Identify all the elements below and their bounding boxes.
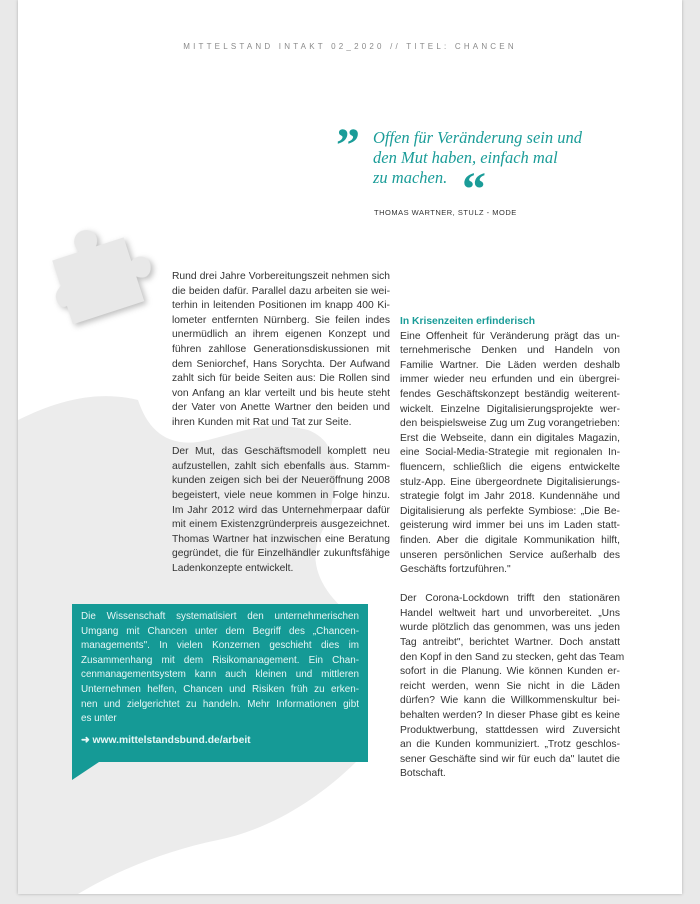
section-subhead: In Krisenzeiten erfinderisch [400,316,536,327]
text-line: Familie Wartner. Die Läden werden deshalb [400,359,620,371]
text-line: unseren persönlichen Service außerhalb des [400,549,620,561]
text-line: es unter [81,713,117,725]
info-box-text [81,610,359,727]
text-line: wurde plötzlich das genommen, was uns jeden [400,622,620,634]
info-link-text[interactable]: www.mittelstandsbund.de/arbeit [92,735,251,746]
right-column [400,315,625,782]
magazine-page [18,0,682,894]
text-line: an die Kunden kommuniziert. „Trotz geschlos- [400,739,620,751]
text-line: behalten werden? In dieser Phase gibt es keine [400,710,620,722]
text-line: lometer entfernten Nürnberg. Sie feilen indes [172,314,390,326]
text-line: kunden zeigen sich bei der Neueröffnung 2008 [172,475,390,487]
text-line: finden. Aber die digitale Kommunikation hilft, [400,534,620,546]
info-box [72,604,368,762]
text-line: Digitalisierung als perfekte Symbiose: „Die Be- [400,505,620,517]
text-line: Rund drei Jahre Vorbereitungszeit nehmen sich [172,271,390,282]
text-line: mit einem Existenzgründerpreis ausgezeichnet. [172,519,390,531]
text-line: ihren Kunden mit Rat und Tat zur Seite. [172,416,352,428]
text-line: zahlt sich für beide Seiten aus: Die Rollen sind [172,373,390,385]
text-line: führen zahllose Generationsdiskussionen mit [172,343,390,355]
running-head: MITTELSTAND INTAKT 02_2020 // TITEL: CHANCEN [183,42,517,51]
text-line: Handel weltweit hart und unvorbereitet. „Uns [400,607,620,619]
text-line: cenmanagementsystem kann auch kleinen und mittleren [81,669,359,681]
paragraph [400,330,620,578]
text-line: sofort in die Planung. Wie können Kunden er- [400,666,620,678]
text-line: den Kopf in den Sand zu stecken, geht das Team [400,651,625,663]
text-line: Geschäfts fortzuführen." [400,564,511,576]
text-line: fendes Geschäftskonzept beständig weiterent- [400,388,620,400]
close-quote-mark: “ [462,163,486,216]
puzzle-piece-icon [38,214,160,327]
text-line: unermüdlich an ihrem eigenen Konzept und [172,329,390,341]
text-line: von Anfang an klar verteilt und bis heute steht [172,387,390,399]
text-line: stulz-App. Eine übergeordnete Digitalisierungs- [400,476,620,488]
paragraph [400,592,625,782]
text-line: begeistert, viele neue kommen in Folge hinzu. [172,489,390,501]
text-line: geisterung wird immer bei uns im Laden statt- [400,520,620,532]
text-line: gegründet, die für Einzelhändler zukunftsfähige [172,548,390,560]
text-line: eine Social-Media-Strategie mit regionalen In- [400,447,620,459]
text-line: aufzustellen, zahlt sich ebenfalls aus. Stamm- [172,460,390,472]
text-line: reicht werden, wenn Sie nicht in die Läden [400,680,620,692]
text-line: strategie folgt im Jahr 2018. Kundennähe und [400,491,620,503]
text-line: Umgang mit Chancen unter dem Begriff des „Chancen- [81,625,359,637]
text-line: den beispielsweise Zug um Zug vorangetrieben: [400,418,620,430]
text-line: Der Mut, das Geschäftsmodell komplett neu [172,446,390,458]
info-link[interactable] [81,734,251,749]
quote-line: zu machen. [373,168,448,187]
text-line: terhin in leitenden Positionen im knapp 400 Ki- [172,300,390,312]
text-line: dürfen? Wie kann die Willkommenskultur bei- [400,695,620,707]
arrow-right-icon: ➜ [81,735,90,746]
text-line: wickelt. Einzelne Digitalisierungsprojekte wer- [400,403,620,415]
text-line: Produktwerbung, stattdessen wird Zuversicht [400,724,620,736]
text-line: Zusammenhang mit dem Risikomanagement. Ein Chan- [81,654,359,666]
quote-line: Offen für Veränderung sein und [373,128,582,147]
text-line: Tag antreibt", berichtet Wartner. Doch anstatt [400,637,620,649]
text-line: Eine Offenheit für Veränderung prägt das un- [400,330,620,342]
text-line: Erst die Webseite, dann ein digitales Magazin, [400,432,620,444]
text-line: die beiden dafür. Parallel dazu arbeiten sie wei- [172,285,390,297]
box-tail [72,760,102,780]
quote-author: THOMAS WARTNER, STULZ - MODE [374,208,517,217]
text-line: der Vater von Anette Wartner den beiden und [172,402,390,414]
text-line: Der Corona-Lockdown trifft den stationären [400,593,620,605]
text-line: Unternehmen helfen, Chancen und Risiken früh zu erken- [81,683,359,695]
text-line: managements". In vielen Konzernen geschieht dies im [81,640,359,652]
text-line: Im Jahr 2012 wird das Unternehmerpaar dafür [172,504,390,516]
quote-line: den Mut haben, einfach mal [373,148,558,167]
text-line: Botschaft. [400,768,446,780]
pull-quote [373,128,633,188]
text-line: dem Seniorchef, Hans Sorychta. Der Aufwand [172,358,390,370]
text-line: Die Wissenschaft systematisiert den unternehmerischen [81,611,359,622]
left-column [172,270,390,576]
text-line: sener Geschäfte sind wir für euch da" lautet die [400,753,620,765]
text-line: immer wieder neu erfunden und ein übergrei- [400,374,620,386]
text-line: ternehmerische Denken und Handeln von [400,345,620,357]
open-quote-mark: ” [336,119,360,172]
text-line: fluencern, schließlich die eigens entwickelte [400,461,620,473]
text-line: Thomas Wartner hat inzwischen eine Beratung [172,533,390,545]
text-line: nen und zielgerichtet zu handeln. Mehr Informationen gibt [81,698,359,710]
paragraph [172,445,390,576]
paragraph [172,270,390,431]
text-line: Ladenkonzepte entwickelt. [172,562,294,574]
